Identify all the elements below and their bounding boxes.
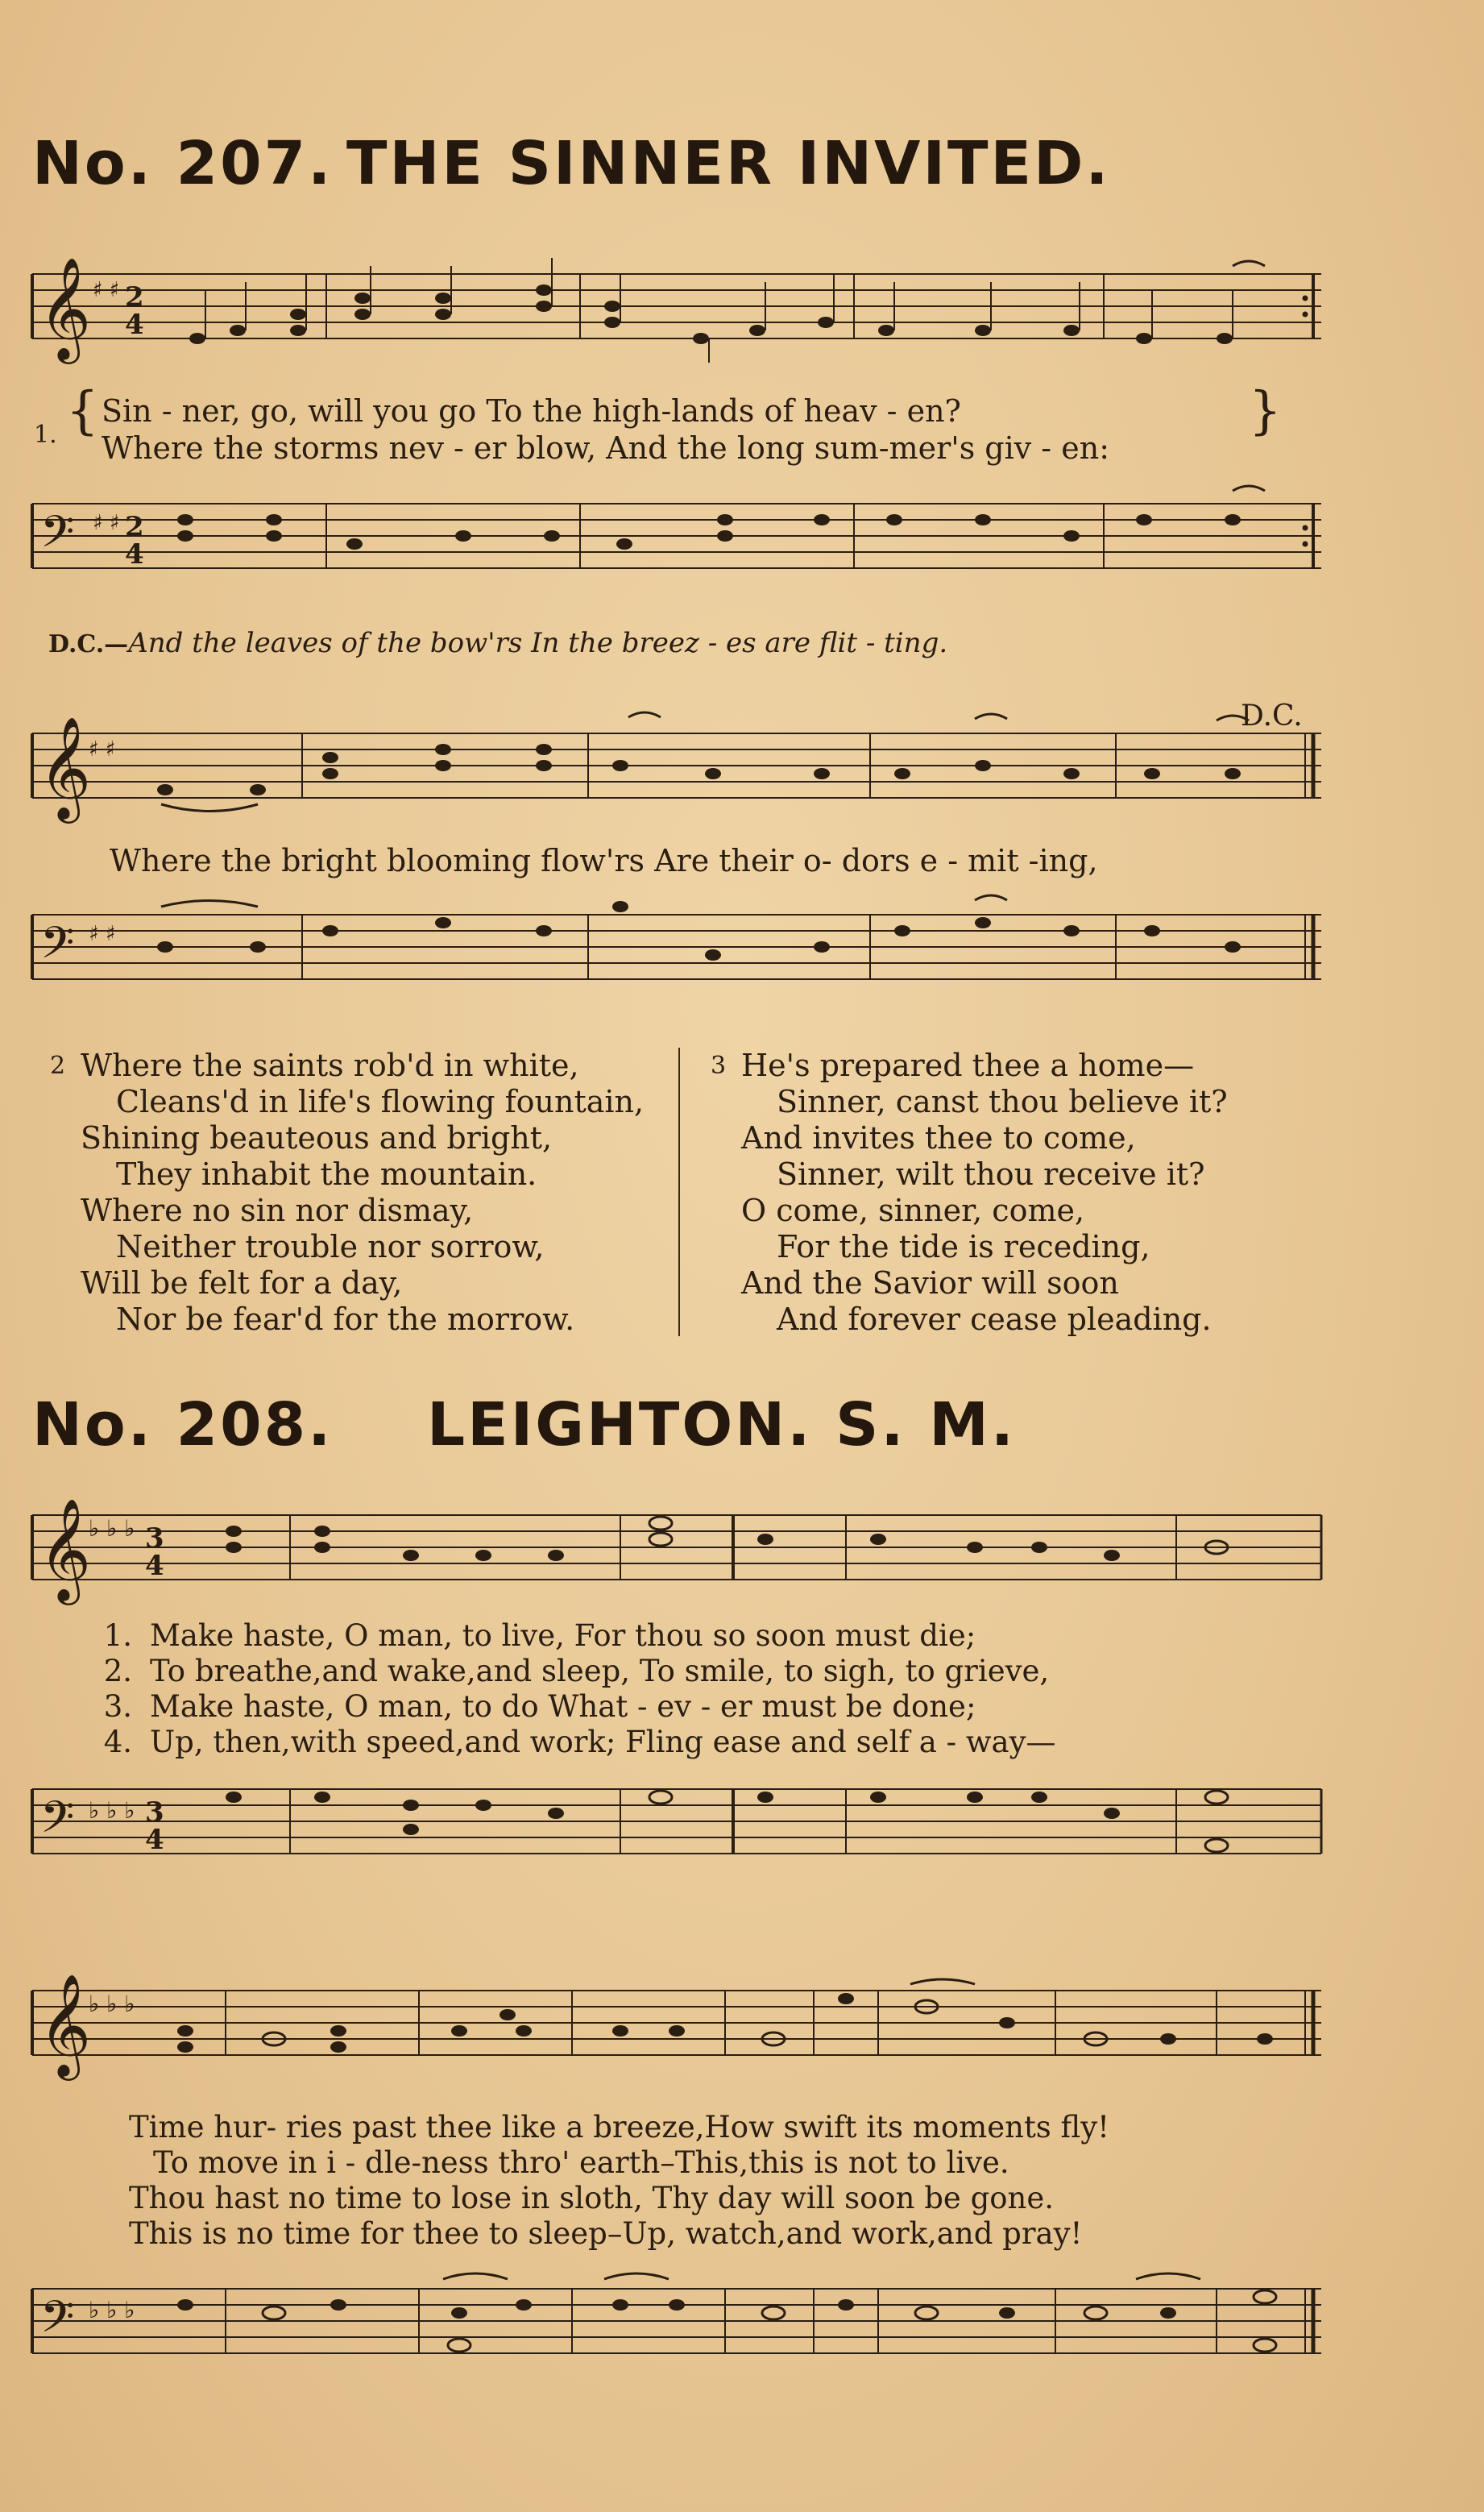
svg-text:4: 4: [145, 1550, 164, 1582]
svg-text:𝄢: 𝄢: [40, 917, 75, 979]
stanza-line: Sinner, wilt thou receive it?: [777, 1156, 1205, 1192]
svg-text:𝄢: 𝄢: [40, 1792, 75, 1854]
verse-text: Make haste, O man, to do What - ev - er must be done;: [150, 1689, 976, 1724]
stanza-3: [711, 1048, 1228, 1338]
bass-staff: [24, 1765, 1329, 1886]
stanza-line: They inhabit the mountain.: [116, 1156, 537, 1192]
stanza-line: And forever cease pleading.: [777, 1302, 1212, 1337]
verse-text: Up, then,with speed,and work; Fling ease and self a - way—: [150, 1725, 1056, 1759]
verse-text: Make haste, O man, to live, For thou so soon must die;: [150, 1618, 976, 1653]
verse-number: 2.: [103, 1654, 132, 1688]
svg-text:2: 2: [125, 281, 144, 313]
stanza-number: 2: [50, 1052, 66, 1080]
svg-text:3: 3: [145, 1796, 164, 1829]
svg-text:𝄢: 𝄢: [40, 506, 75, 568]
stanza-line: Nor be fear'd for the morrow.: [116, 1302, 575, 1337]
stanza-number: 3: [711, 1052, 727, 1080]
svg-text:♯ ♯: ♯ ♯: [89, 922, 116, 946]
bass-staff: [24, 882, 1329, 1036]
hymn-208-heading: [32, 1390, 1016, 1459]
verse-line: [89, 1654, 1049, 1688]
svg-text:3: 3: [145, 1522, 164, 1555]
stanza-line: O come, sinner, come,: [741, 1193, 1085, 1228]
verse-brace-close: }: [1249, 381, 1282, 441]
svg-text:♭ ♭ ♭: ♭ ♭ ♭: [89, 1515, 135, 1542]
verse-number: 1.: [34, 421, 57, 449]
stanza-line: For the tide is receding,: [777, 1229, 1150, 1264]
svg-text:♭ ♭ ♭: ♭ ♭ ♭: [89, 2297, 135, 2323]
hymn-number: No. 207.: [32, 129, 334, 198]
svg-text:4: 4: [125, 309, 144, 341]
stanza-line: He's prepared thee a home—: [741, 1048, 1195, 1083]
stanza-line: Where no sin nor dismay,: [81, 1193, 474, 1228]
hymn-title: THE SINNER INVITED.: [346, 129, 1111, 198]
svg-text:𝄞: 𝄞: [39, 716, 92, 819]
stanza-2: [50, 1048, 645, 1338]
verse-text: To breathe,and wake,and sleep, To smile, to sigh, to grieve,: [150, 1654, 1050, 1688]
svg-text:𝄞: 𝄞: [39, 1973, 92, 2076]
stanza-line: Where the saints rob'd in white,: [81, 1048, 579, 1083]
bass-staff: [24, 471, 1329, 625]
treble-staff: [24, 258, 1329, 371]
verse-line: This is no time for thee to sleep–Up, watch,and work,and pray!: [129, 2216, 1083, 2251]
treble-staff: [24, 1491, 1329, 1612]
verse-line: [89, 1689, 976, 1724]
lyrics-line: Sin - ner, go, will you go To the high-lands of heav - en?: [102, 393, 961, 429]
verse-line: [89, 1618, 976, 1653]
lyrics-line: Where the bright blooming flow'rs Are their o- dors e - mit -ing,: [110, 843, 1098, 878]
svg-text:♯ ♯: ♯ ♯: [93, 511, 120, 535]
da-capo-mark: D.C.: [1241, 700, 1303, 733]
treble-staff: [24, 709, 1329, 846]
hymn-title: LEIGHTON. S. M.: [427, 1390, 1017, 1459]
stanza-line: Sinner, canst thou believe it?: [777, 1084, 1228, 1119]
svg-text:♯ ♯: ♯ ♯: [89, 737, 116, 762]
hymn-number: No. 208.: [32, 1390, 334, 1459]
verse-line: To move in i - dle-ness thro' earth–This,this is not to live.: [153, 2145, 1009, 2180]
stanza-line: Cleans'd in life's flowing fountain,: [116, 1084, 645, 1119]
verse-line: Time hur- ries past thee like a breeze,How swift its moments fly!: [129, 2110, 1110, 2145]
svg-text:𝄞: 𝄞: [39, 258, 92, 359]
bass-staff: [24, 2257, 1329, 2385]
da-capo-text: And the leaves of the bow'rs In the breez - es are flit - ting.: [128, 627, 948, 659]
treble-staff: [24, 1966, 1329, 2095]
verse-brace: {: [66, 381, 99, 441]
column-divider: [678, 1048, 680, 1336]
svg-text:♭ ♭ ♭: ♭ ♭ ♭: [89, 1991, 135, 2017]
verse-number: 3.: [103, 1689, 132, 1724]
stanza-line: Neither trouble nor sorrow,: [116, 1229, 545, 1264]
stanza-line: Will be felt for a day,: [81, 1265, 403, 1301]
verse-number: 4.: [103, 1725, 132, 1759]
da-capo-label: D.C.—: [48, 630, 129, 658]
verse-line: [89, 1725, 1056, 1759]
da-capo-lyrics: [48, 627, 947, 659]
svg-text:♭ ♭ ♭: ♭ ♭ ♭: [89, 1797, 135, 1824]
svg-text:4: 4: [145, 1824, 164, 1856]
stanza-line: Shining beauteous and bright,: [81, 1120, 553, 1156]
svg-text:2: 2: [125, 511, 144, 543]
lyrics-line: Where the storms nev - er blow, And the long sum-mer's giv - en:: [102, 430, 1109, 466]
verse-line: Thou hast no time to lose in sloth, Thy day will soon be gone.: [129, 2181, 1055, 2215]
stanza-line: And invites thee to come,: [741, 1120, 1136, 1156]
svg-text:𝄞: 𝄞: [39, 1497, 92, 1601]
svg-text:𝄢: 𝄢: [40, 2291, 75, 2353]
hymn-207-heading: [32, 129, 1111, 198]
stanza-line: And the Savior will soon: [741, 1265, 1119, 1301]
verse-number: 1.: [103, 1618, 132, 1653]
svg-text:4: 4: [125, 538, 144, 571]
svg-text:♯ ♯: ♯ ♯: [93, 278, 120, 302]
